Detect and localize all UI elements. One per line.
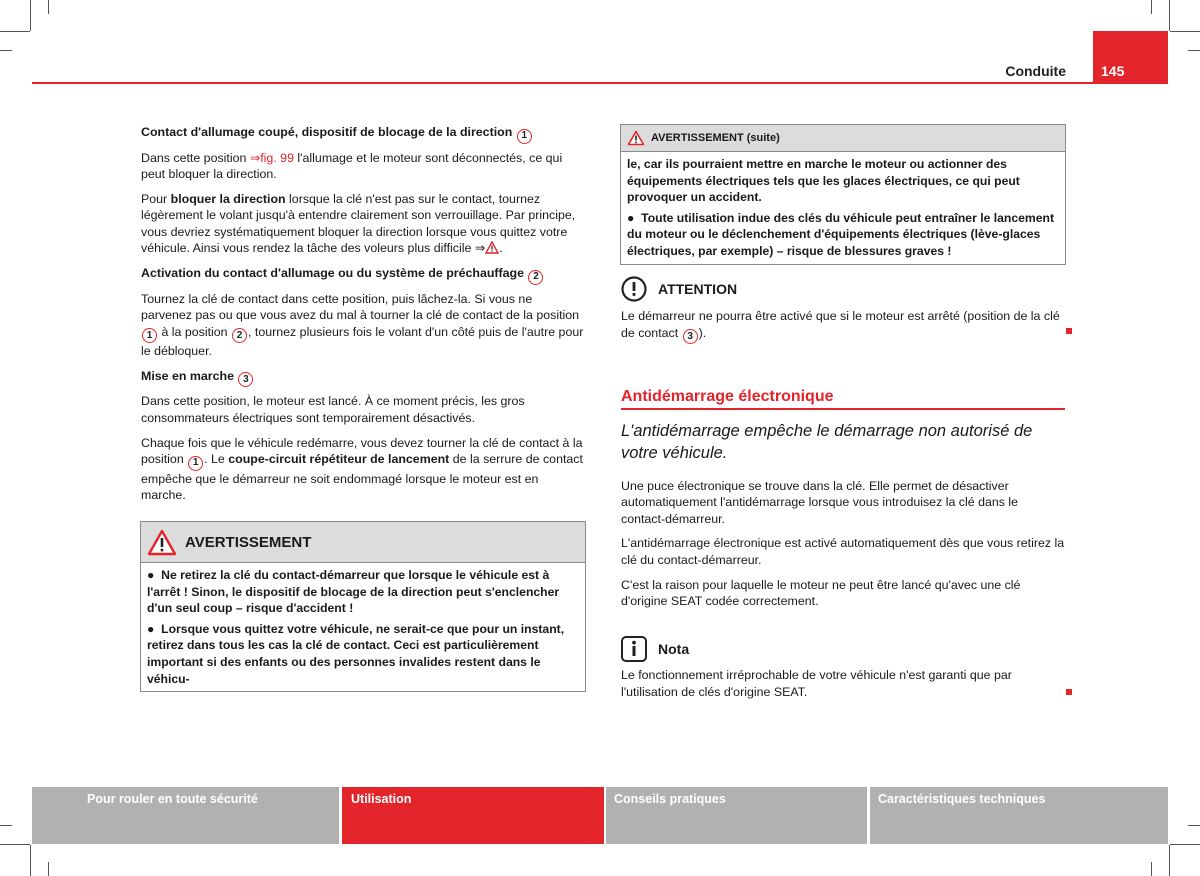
warning-header (141, 522, 585, 563)
crop-mark (30, 845, 31, 876)
footer-tab-utilisation[interactable]: Utilisation (342, 787, 604, 844)
page-number-block (1093, 31, 1168, 84)
crop-mark (1188, 825, 1200, 826)
position-2-badge: 2 (232, 328, 247, 343)
crop-mark (0, 31, 30, 32)
subheading-position-2: Activation du contact d'allumage ou du système de préchauffage 2 (141, 265, 585, 285)
paragraph: Tournez la clé de contact dans cette position, puis lâchez-la. Si vous ne parvenez pas ou que vous avez du mal à tourner la clé de contact de la position 1 à la position 2 , tournez plusieurs fois le volant d'un côté puis de l'autre pour le débloquer. (141, 291, 584, 359)
warning-continued-body: le, car ils pourraient mettre en marche le moteur ou actionner des équipements électriques tels que les glaces électriques, ce qui peut provoquer un accident. ● Toute utilisation indue des clés du véhicule peut entraîner le lancement du moteur ou le déclenchement d'équipements électriques (lève-glaces électriques, par exemple) – risque de blessures graves ! (627, 157, 1055, 258)
paragraph: L'antidémarrage électronique est activé automatiquement dès que vous retirez la clé du contact-démarreur. (621, 536, 1065, 567)
warning-box (140, 521, 586, 692)
position-1-badge: 1 (517, 129, 532, 144)
nota-note (621, 636, 1065, 708)
crop-mark (1170, 31, 1200, 32)
crop-mark (48, 862, 49, 876)
paragraph: C'est la raison pour laquelle le moteur ne peut être lancé qu'avec une clé d'origine SEAT codée correctement. (621, 577, 1021, 609)
nota-header (621, 636, 1065, 662)
subheading-position-3: Mise en marche 3 (141, 368, 585, 388)
crop-mark (0, 844, 30, 845)
paragraph: Dans cette position, le moteur est lancé. À ce moment précis, les gros consommateurs électriques sont temporairement désactivés. (141, 394, 525, 425)
info-icon (621, 636, 647, 662)
crop-mark (30, 0, 31, 31)
left-column (141, 124, 585, 512)
chapter-title: Conduite (1005, 63, 1066, 79)
crop-mark (0, 50, 12, 51)
paragraph: Une puce électronique se trouve dans la clé. Elle permet de désactiver automatiquement l'antidémarrage lorsque vous introduisez la clé dans le contact-démarreur. (621, 478, 1019, 526)
page-number: 145 (1101, 63, 1125, 79)
warning-body: ● Ne retirez la clé du contact-démarreur que lorsque le véhicule est à l'arrêt ! Sinon, le dispositif de blocage de la direction peut s'enclencher d'un seul coup – risque d'accident ! ● Lorsque vous quittez votre véhicule, ne serait-ce que pour un instant, retirez dans tous les cas la clé de contact. Ceci est particulièrement important si des enfants ou des personnes invalides restent dans le véhicu- (147, 568, 565, 686)
section-title: Antidémarrage électronique (621, 388, 834, 405)
end-marker (1066, 328, 1072, 334)
attention-title: ATTENTION (658, 280, 738, 297)
warning-continued-box (620, 124, 1066, 265)
paragraph: Chaque fois que le véhicule redémarre, vous devez tourner la clé de contact à la position 1 . Le coupe-circuit répétiteur de lancement de la serrure de contact empêche que le démarreur ne soit endommagé lorsque le moteur est en marche. (141, 435, 583, 503)
position-2-badge: 2 (528, 270, 543, 285)
immobilizer-section (621, 389, 1065, 618)
crop-mark (1169, 845, 1170, 876)
figure-link[interactable]: ⇒fig. 99 (249, 150, 294, 165)
section-lead: L'antidémarrage empêche le démarrage non autorisé de votre véhicule. (621, 421, 1033, 462)
bullet: ● (627, 210, 635, 225)
position-1-badge: 1 (188, 456, 203, 471)
warning-triangle-icon (147, 529, 177, 556)
crop-mark (1170, 844, 1200, 845)
warning-triangle-icon[interactable] (485, 241, 499, 254)
attention-text: Le démarreur ne pourra être activé que si le moteur est arrêté (position de la clé de contact 3 ). (621, 308, 1065, 344)
warning-continued-header (621, 125, 1065, 152)
crop-mark (1151, 862, 1152, 876)
footer-tab-technical-specs[interactable]: Caractéristiques techniques (870, 787, 1168, 844)
paragraph: Dans cette position ⇒fig. 99 l'allumage et le moteur sont déconnectés, ce qui peut bloquer la direction. (141, 150, 563, 182)
position-3-badge: 3 (238, 372, 253, 387)
crop-mark (1188, 50, 1200, 51)
warning-continued-title: AVERTISSEMENT (suite) (651, 132, 780, 144)
bullet: ● (147, 568, 155, 582)
subheading-position-1: Contact d'allumage coupé, dispositif de blocage de la direction 1 (141, 124, 585, 144)
warning-triangle-icon (627, 130, 645, 146)
footer-tab-safety[interactable]: Pour rouler en toute sécurité (32, 787, 339, 844)
position-1-badge: 1 (142, 328, 157, 343)
section-rule (621, 408, 1065, 410)
crop-mark (1169, 0, 1170, 31)
attention-note (621, 276, 1065, 352)
position-3-badge: 3 (683, 329, 698, 344)
crop-mark (0, 825, 12, 826)
end-marker (1066, 689, 1072, 695)
bullet: ● (147, 621, 155, 636)
nota-title: Nota (658, 640, 690, 657)
attention-header (621, 276, 1065, 302)
crop-mark (1151, 0, 1152, 14)
footer-tab-practical-tips[interactable]: Conseils pratiques (606, 787, 867, 844)
nota-text: Le fonctionnement irréprochable de votre véhicule n'est garanti que par l'utilisation de clés d'origine SEAT. (621, 668, 1012, 699)
crop-mark (48, 0, 49, 14)
exclamation-circle-icon (621, 276, 647, 302)
paragraph: Pour bloquer la direction lorsque la clé n'est pas sur le contact, tournez légèrement le volant jusqu'à entendre clairement son verrouillage. Par principe, vous devriez systématiquement bloquer la direction lorsque vous quittez votre véhicule. Ainsi vous rendez la tâche des voleurs plus difficile ⇒ . (141, 191, 576, 256)
header-rule (32, 82, 1168, 84)
warning-title: AVERTISSEMENT (185, 533, 312, 551)
